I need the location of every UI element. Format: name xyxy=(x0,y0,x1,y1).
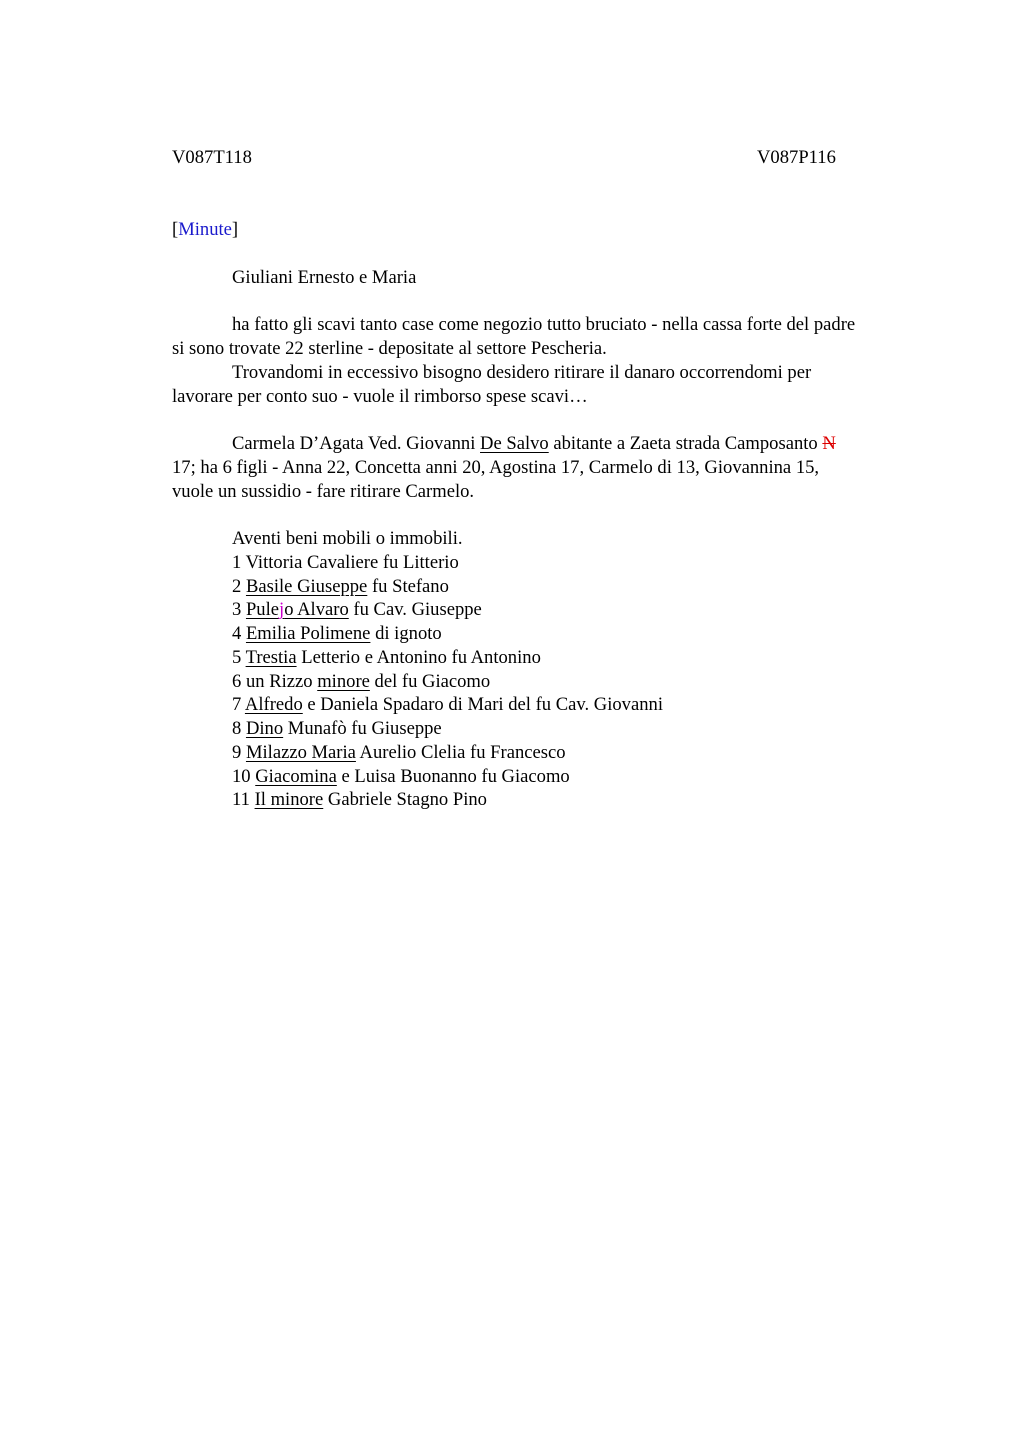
section-tag: [Minute] xyxy=(172,219,239,240)
list-item: 2 Basile Giuseppe fu Stefano xyxy=(232,576,449,597)
list-item: 11 Il minore Gabriele Stagno Pino xyxy=(232,789,487,810)
list-item: 1 Vittoria Cavaliere fu Litterio xyxy=(232,552,459,573)
list-item: 5 Trestia Letterio e Antonino fu Antonino xyxy=(232,647,541,668)
list-item: 6 un Rizzo minore del fu Giacomo xyxy=(232,671,491,692)
entry2-line3: vuole un sussidio - fare ritirare Carmelo. xyxy=(172,481,475,502)
underlined-name: De Salvo xyxy=(480,433,549,454)
list-item: 3 Pulejo Alvaro fu Cav. Giuseppe xyxy=(232,599,482,620)
header-left-code: V087T118 xyxy=(172,147,252,168)
entry1-p2-line2: lavorare per conto suo - vuole il rimborso spese scavi… xyxy=(172,386,588,407)
list-item: 4 Emilia Polimene di ignoto xyxy=(232,623,442,644)
entry1-p1-line2: si sono trovate 22 sterline - depositate al settore Pescheria. xyxy=(172,338,607,359)
list-heading: Aventi beni mobili o immobili. xyxy=(232,528,463,549)
section-tag-label: Minute xyxy=(178,219,232,240)
struck-text: N xyxy=(822,433,836,454)
header-right-code: V087P116 xyxy=(757,147,836,168)
list-item: 10 Giacomina e Luisa Buonanno fu Giacomo xyxy=(232,766,570,787)
entry1-p1-line1: ha fatto gli scavi tanto case come negozio tutto bruciato - nella cassa forte del padre xyxy=(232,314,856,335)
entry2-line1: Carmela D’Agata Ved. Giovanni De Salvo abitante a Zaeta strada Camposanto N xyxy=(232,433,836,454)
entry1-title: Giuliani Ernesto e Maria xyxy=(232,267,417,288)
list-item: 7 Alfredo e Daniela Spadaro di Mari del fu Cav. Giovanni xyxy=(232,694,663,715)
list-item: 9 Milazzo Maria Aurelio Clelia fu Francesco xyxy=(232,742,566,763)
entry2-line2: 17; ha 6 figli - Anna 22, Concetta anni 20, Agostina 17, Carmelo di 13, Giovannina 15, xyxy=(172,457,820,478)
entry1-p2-line1: Trovandomi in eccessivo bisogno desidero ritirare il danaro occorrendomi per xyxy=(232,362,812,383)
list-item: 8 Dino Munafò fu Giuseppe xyxy=(232,718,442,739)
highlighted-letter: j xyxy=(279,599,285,620)
